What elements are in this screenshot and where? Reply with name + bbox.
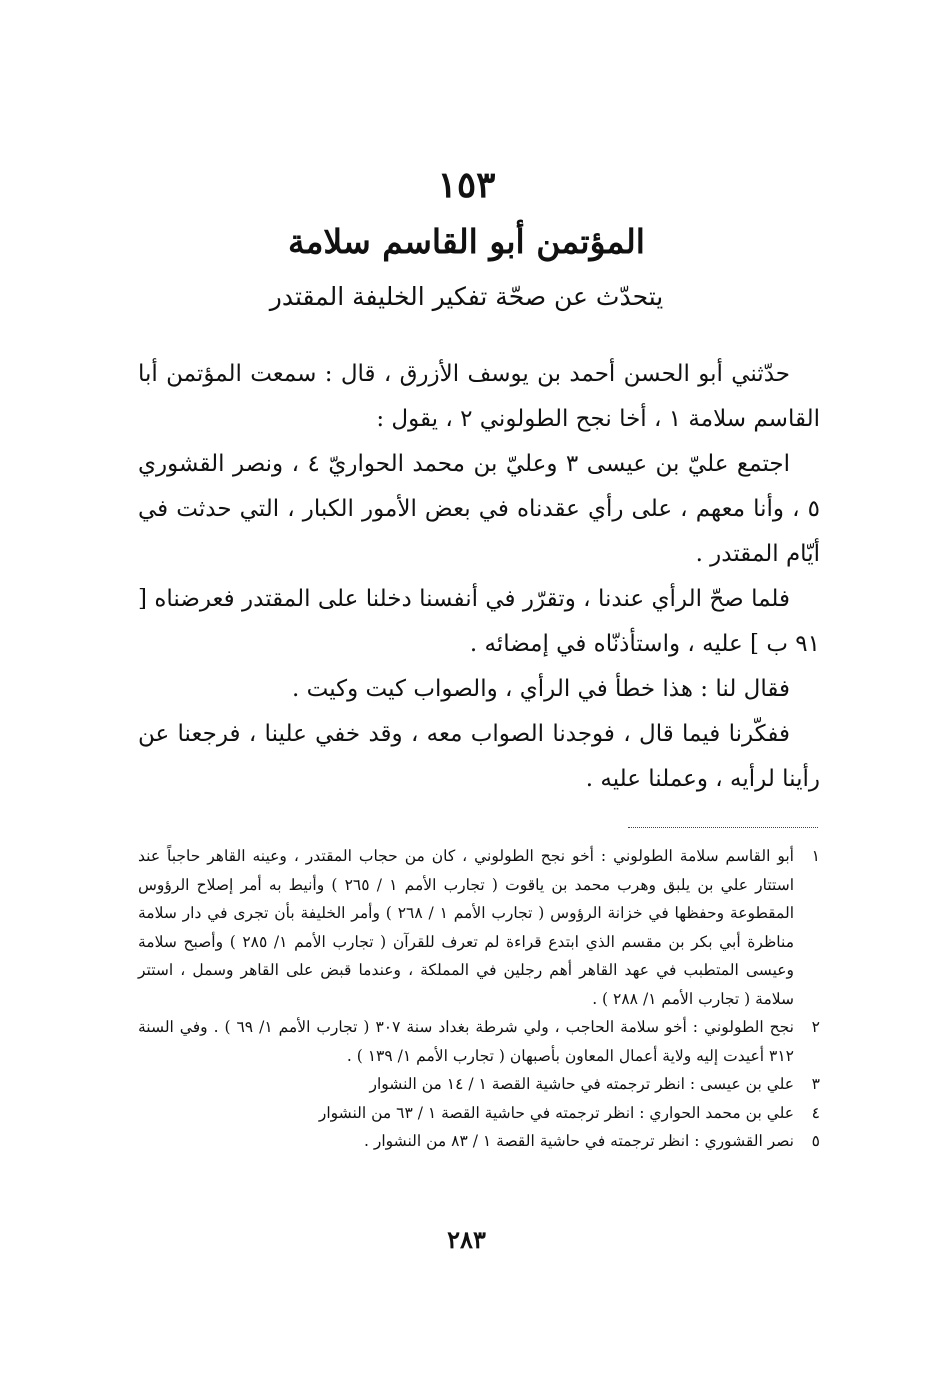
footnote-number: ٤ bbox=[811, 1103, 820, 1122]
footnote-text: نجح الطولوني : أخو سلامة الحاجب ، ولي شرطة بغداد سنة ٣٠٧ ( تجارب الأمم ١/ ٦٩ ) . وفي السنة ٣١٢ أعيدت إليه ولاية أعمال المعاون بأصبهان ( تجارب الأمم ١/ ١٣٩ ) . bbox=[138, 1018, 794, 1065]
footnote-item bbox=[138, 1127, 820, 1156]
footnote-text: علي بن عيسى : انظر ترجمته في حاشية القصة ١ / ١٤ من النشوار bbox=[369, 1075, 794, 1093]
footnote-divider bbox=[628, 827, 818, 828]
footnote-text: علي بن محمد الحواري : انظر ترجمته في حاشية القصة ١ / ٦٣ من النشوار bbox=[318, 1103, 794, 1122]
footnote-number: ٣ bbox=[811, 1075, 820, 1093]
story-body bbox=[138, 352, 820, 802]
footnote-number: ٢ bbox=[811, 1018, 820, 1036]
body-paragraph: حدّثني أبو الحسن أحمد بن يوسف الأزرق ، قال : سمعت المؤتمن أبا القاسم سلامة ١ ، أخا نجح الطولوني ٢ ، يقول : bbox=[138, 361, 820, 432]
footnote-number: ١ bbox=[811, 847, 820, 865]
footnote-item bbox=[138, 1099, 820, 1128]
footnote-text: نصر القشوري : انظر ترجمته في حاشية القصة ١ / ٨٣ من النشوار . bbox=[364, 1132, 794, 1150]
footnote-item bbox=[138, 842, 820, 1013]
footnote-number: ٥ bbox=[811, 1132, 820, 1150]
body-paragraph: فقال لنا : هذا خطأ في الرأي ، والصواب كيت وكيت . bbox=[292, 676, 790, 702]
body-paragraph: ففكّرنا فيما قال ، فوجدنا الصواب معه ، وقد خفي علينا ، فرجعنا عن رأينا لرأيه ، وعملنا عليه . bbox=[138, 721, 820, 792]
footnote-item bbox=[138, 1013, 820, 1070]
story-title: المؤتمن أبو القاسم سلامة bbox=[288, 222, 645, 261]
footnotes bbox=[138, 842, 820, 1156]
story-number: ١٥٣ bbox=[437, 164, 496, 206]
story-subtitle: يتحدّث عن صحّة تفكير الخليفة المقتدر bbox=[269, 282, 664, 311]
footnote-text: أبو القاسم سلامة الطولوني : أخو نجح الطولوني ، كان من حجاب المقتدر ، وعينه القاهر حاجباً عند استتار علي بن يلبق وهرب محمد بن ياقوت ( تجارب الأمم ١ / ٢٦٥ ) وأنيط به أمر إصلاح الرؤوس المقطوعة وحفظها في خزانة الرؤوس ( تجارب الأمم ١ / ٢٦٨ ) وأمر الخليفة بأن تجرى في دار سلامة مناظرة أبي بكر بن مقسم الذي ابتدع قراءة لم تعرف للقرآن ( تجارب الأمم ١/ ٢٨٥ ) وأصبح سلامة وعيسى المتطبب في عهد القاهر أهم رجلين في المملكة ، وعندما قبض على القاهر وسمل ، استتر سلامة ( تجارب الأمم ١/ ٢٨٨ ) . bbox=[138, 847, 795, 1008]
page-number: ٢٨٣ bbox=[447, 1225, 486, 1254]
body-paragraph: فلما صحّ الرأي عندنا ، وتقرّر في أنفسنا دخلنا على المقتدر فعرضناه [ ٩١ ب ] عليه ، واستأذنّاه في إمضائه . bbox=[138, 586, 820, 657]
body-paragraph: اجتمع عليّ بن عيسى ٣ وعليّ بن محمد الحواريّ ٤ ، ونصر القشوري ٥ ، وأنا معهم ، على رأي عقدناه في بعض الأمور الكبار ، التي حدثت في أيّام المقتدر . bbox=[138, 451, 820, 567]
footnote-item bbox=[138, 1070, 820, 1099]
